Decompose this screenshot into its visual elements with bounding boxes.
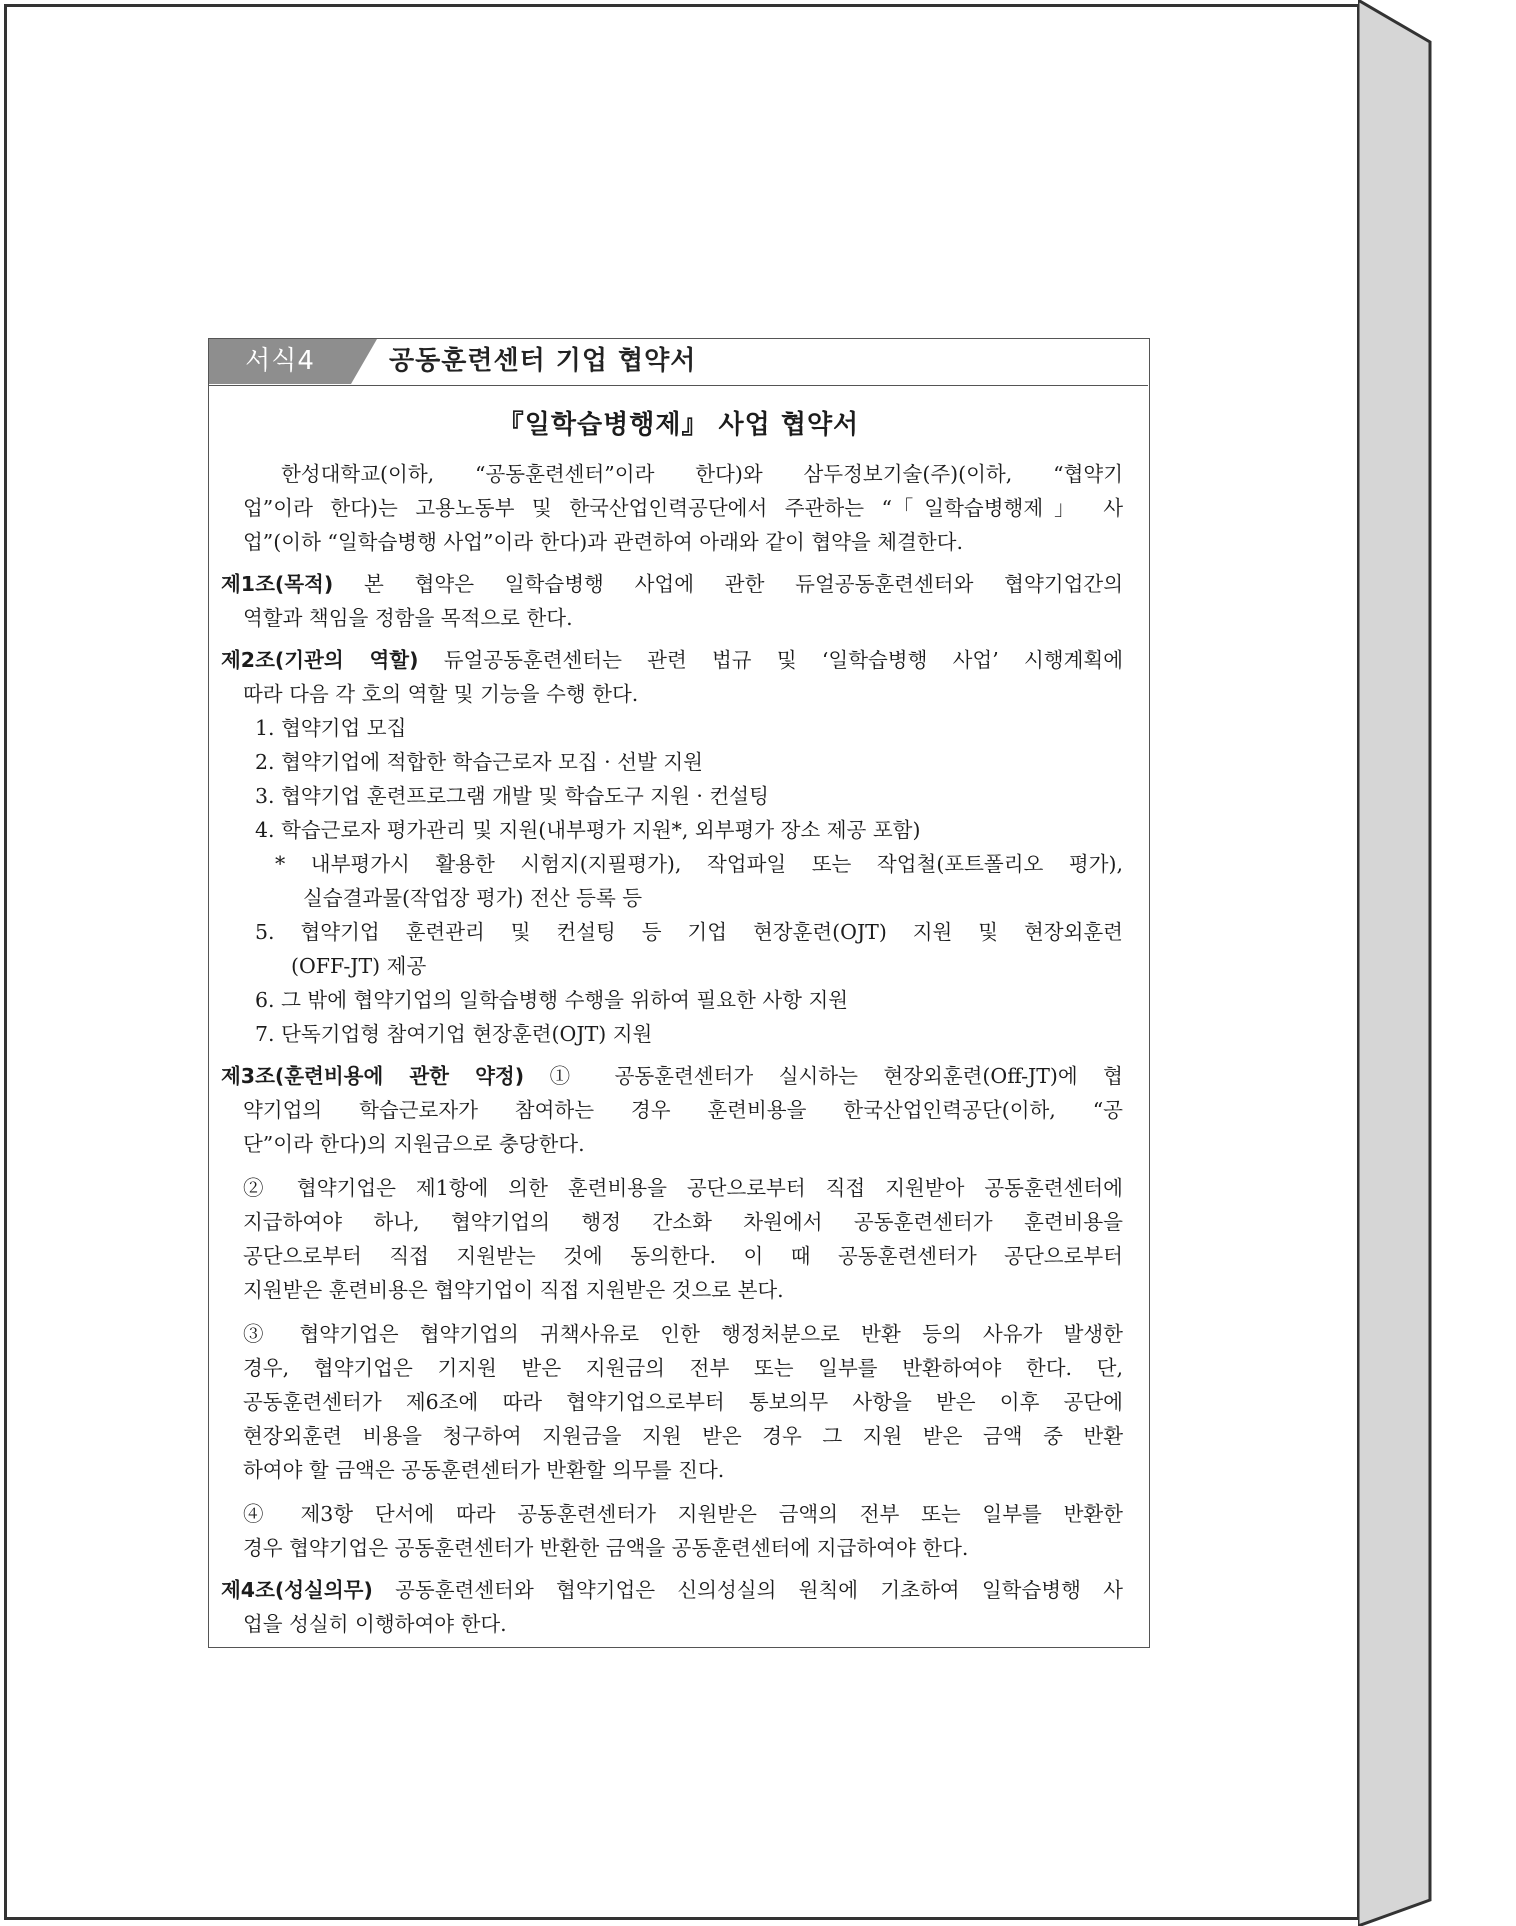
list-note: 실습결과물(작업장 평가) 전산 등록 등 (303, 886, 643, 910)
article-3-clause-2: ② 협약기업은 제1항에 의한 훈련비용을 공단으로부터 직접 지원받아 공동훈련센터에 (243, 1176, 1123, 1200)
article-3-clause-2: 지원받은 훈련비용은 협약기업이 직접 지원받은 것으로 본다. (243, 1278, 784, 1302)
article-1-line: 역할과 책임을 정함을 목적으로 한다. (243, 606, 573, 630)
list-item: 4. 학습근로자 평가관리 및 지원(내부평가 지원*, 외부평가 장소 제공 포함) (255, 818, 921, 842)
form-tag: 서식4 (209, 339, 351, 384)
form-header (209, 339, 1148, 386)
article-4-line: 업을 성실히 이행하여야 한다. (243, 1612, 507, 1636)
article-3-clause-3: 하여야 할 금액은 공동훈련센터가 반환할 의무를 진다. (243, 1458, 725, 1482)
intro-line: 업”(이하 “일학습병행 사업”이라 한다)과 관련하여 아래와 같이 협약을 체결한다. (243, 530, 963, 554)
article-1-line (221, 571, 1123, 597)
list-item: 1. 협약기업 모집 (255, 716, 407, 740)
document-title: 『일학습병행제』 사업 협약서 (497, 410, 860, 440)
list-note: * 내부평가시 활용한 시험지(지필평가), 작업파일 또는 작업철(포트폴리오 평가), (275, 852, 1123, 876)
form-tag-notch (351, 339, 377, 384)
article-3-clause-4: ④ 제3항 단서에 따라 공동훈련센터가 지원받은 금액의 전부 또는 일부를 반환한 (243, 1502, 1123, 1526)
article-2-text: 듀얼공동훈련센터는 관련 법규 및 ‘일학습병행 사업’ 시행계획에 (443, 648, 1123, 672)
list-item: 2. 협약기업에 적합한 학습근로자 모집 · 선발 지원 (255, 750, 703, 774)
article-3-clause-3: 공동훈련센터가 제6조에 따라 협약기업으로부터 통보의무 사항을 받은 이후 공단에 (243, 1390, 1123, 1414)
article-4-line (221, 1577, 1123, 1603)
article-3-line: 단”이라 한다)의 지원금으로 충당한다. (243, 1132, 585, 1156)
article-3-clause-3: ③ 협약기업은 협약기업의 귀책사유로 인한 행정처분으로 반환 등의 사유가 발생한 (243, 1322, 1123, 1346)
article-2-heading: 제2조(기관의 역할) (221, 648, 419, 672)
form-title: 공동훈련센터 기업 협약서 (389, 346, 697, 376)
intro-line: 한성대학교(이하, “공동훈련센터”이라 한다)와 삼두정보기술(주)(이하, “협약기 (281, 462, 1123, 486)
list-item: 6. 그 밖에 협약기업의 일학습병행 수행을 위하여 필요한 사항 지원 (255, 988, 849, 1012)
article-3-clause-2: 공단으로부터 직접 지원받는 것에 동의한다. 이 때 공동훈련센터가 공단으로부터 (243, 1244, 1123, 1268)
article-4-text: 공동훈련센터와 협약기업은 신의성실의 원칙에 기초하여 일학습병행 사 (395, 1578, 1123, 1602)
article-3-clause-3: 현장외훈련 비용을 청구하여 지원금을 지원 받은 경우 그 지원 받은 금액 중 반환 (243, 1424, 1123, 1448)
list-item: 5. 협약기업 훈련관리 및 컨설팅 등 기업 현장훈련(OJT) 지원 및 현장외훈련 (255, 920, 1123, 944)
article-1-text: 본 협약은 일학습병행 사업에 관한 듀얼공동훈련센터와 협약기업간의 (364, 572, 1123, 596)
article-3-clause-2: 지급하여야 하나, 협약기업의 행정 간소화 차원에서 공동훈련센터가 훈련비용을 (243, 1210, 1123, 1234)
article-3-clause-4: 경우 협약기업은 공동훈련센터가 반환한 금액을 공동훈련센터에 지급하여야 한다. (243, 1536, 969, 1560)
list-item: 3. 협약기업 훈련프로그램 개발 및 학습도구 지원 · 컨설팅 (255, 784, 769, 808)
article-4-heading: 제4조(성실의무) (221, 1578, 373, 1602)
article-3-line: 약기업의 학습근로자가 참여하는 경우 훈련비용을 한국산업인력공단(이하, “공 (243, 1098, 1123, 1122)
article-2-line (221, 647, 1123, 673)
list-item: 7. 단독기업형 참여기업 현장훈련(OJT) 지원 (255, 1022, 653, 1046)
page-stack-edge (1358, 0, 1436, 1926)
article-1-heading: 제1조(목적) (221, 572, 334, 596)
article-3-clause-3: 경우, 협약기업은 기지원 받은 지원금의 전부 또는 일부를 반환하여야 한다. 단, (243, 1356, 1123, 1380)
article-3-heading: 제3조(훈련비용에 관한 약정) (221, 1064, 525, 1088)
article-3-line (221, 1063, 1123, 1089)
form-box (208, 338, 1150, 1648)
article-2-line: 따라 다음 각 호의 역할 및 기능을 수행 한다. (243, 682, 639, 706)
article-3-text: ① 공동훈련센터가 실시하는 현장외훈련(Off-JT)에 협 (549, 1064, 1123, 1088)
intro-line: 업”이라 한다)는 고용노동부 및 한국산업인력공단에서 주관하는 “「일학습병행제」 사 (243, 496, 1123, 520)
list-item: (OFF-JT) 제공 (291, 954, 427, 978)
